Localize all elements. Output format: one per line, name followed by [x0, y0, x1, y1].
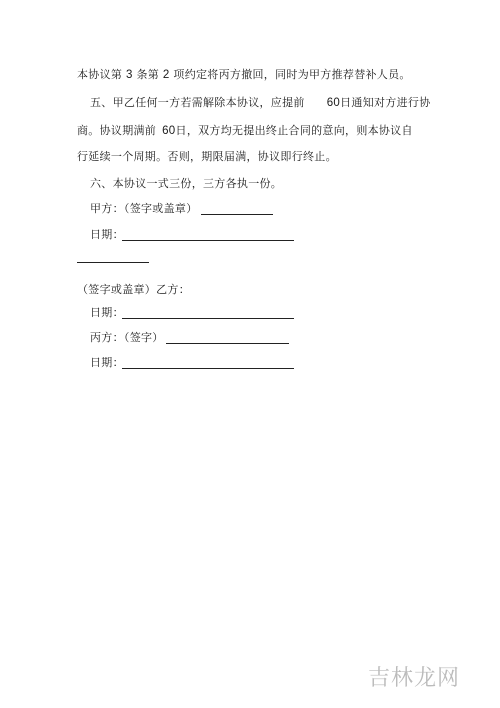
- clause-five-line3: 行延续一个周期。否则，期限届满，协议即行终止。: [77, 150, 337, 163]
- party-c-date-label: 日期：: [90, 356, 124, 369]
- party-a-signature-label: 甲方：（签字或盖章）: [90, 202, 198, 215]
- party-a-date-label: 日期：: [90, 228, 124, 241]
- party-b-signature-line: [77, 262, 149, 263]
- party-c-date-line: [122, 368, 294, 369]
- para1-tail: 本协议第 3 条第 2 项约定将丙方撤回，同时为甲方推荐替补人员。: [77, 68, 411, 81]
- party-b-date-label: 日期：: [90, 306, 124, 319]
- party-c-signature-line: [166, 343, 289, 344]
- clause-six: 六、本协议一式三份，三方各执一份。: [90, 177, 283, 190]
- clause-five-line1: 五、甲乙任何一方若需解除本协议，应提前 60日通知对方进行协: [90, 96, 431, 109]
- party-b-signature-label: （签字或盖章）乙方：: [77, 283, 190, 296]
- party-c-signature-label: 丙方：（签字）: [90, 331, 164, 344]
- site-watermark: 吉林龙网: [367, 666, 460, 691]
- party-a-signature-line: [201, 214, 273, 215]
- party-b-date-line: [122, 318, 294, 319]
- clause-five-line2: 商。协议期满前 60日，双方均无提出终止合同的意向，则本协议自: [77, 124, 413, 137]
- party-a-date-line: [122, 240, 294, 241]
